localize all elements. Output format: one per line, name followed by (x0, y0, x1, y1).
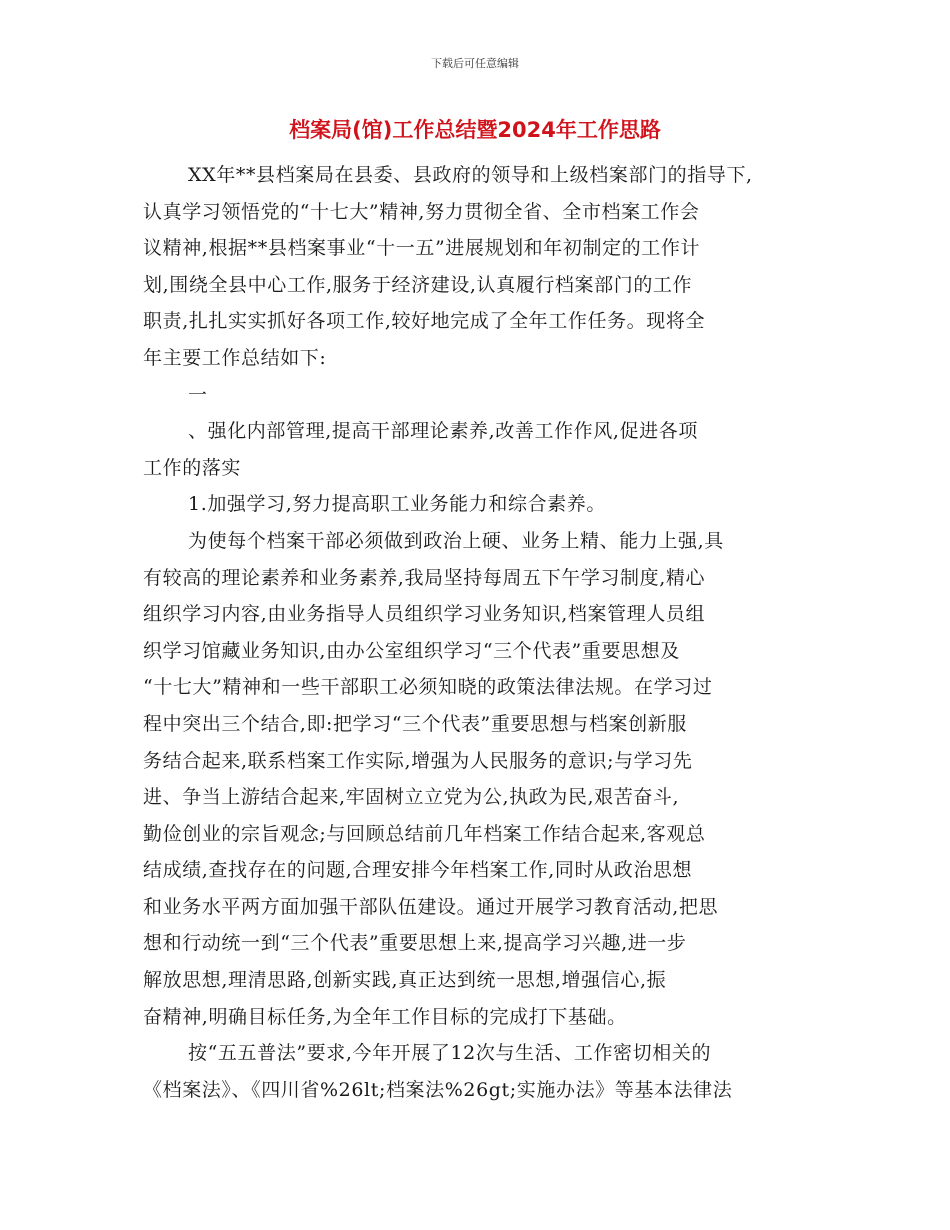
body-line: 想和行动统一到“三个代表”重要思想上来,提高学习兴趣,进一步 (143, 932, 687, 955)
body-line: 《档案法》、《四川省%26lt;档案法%26gt;实施办法》等基本法律法 (143, 1078, 733, 1101)
body-line: 和业务水平两方面加强干部队伍建设。通过开展学习教育活动,把思 (143, 895, 719, 918)
body-line: 为使每个档案干部必须做到政治上硬、业务上精、能力上强,具 (188, 529, 724, 552)
document-body (143, 157, 808, 1108)
body-line: 议精神,根据**县档案事业“十一五”进展规划和年初制定的工作计 (143, 237, 701, 260)
body-line: 职责,扎扎实实抓好各项工作,较好地完成了全年工作任务。现将全 (143, 310, 706, 333)
body-line: 有较高的理论素养和业务素养,我局坚持每周五下午学习制度,精心 (143, 566, 706, 589)
body-line: 结成绩,查找存在的问题,合理安排今年档案工作,同时从政治思想 (143, 859, 693, 882)
body-line: 解放思想,理清思路,创新实践,真正达到统一思想,增强信心,振 (143, 969, 667, 992)
body-line: 织学习馆藏业务知识,由办公室组织学习“三个代表”重要思想及 (143, 639, 680, 662)
body-line: 勤俭创业的宗旨观念;与回顾总结前几年档案工作结合起来,客观总 (143, 822, 706, 845)
body-line: 1.加强学习,努力提高职工业务能力和综合素养。 (188, 493, 606, 516)
body-line: “十七大”精神和一些干部职工必须知晓的政策法律法规。在学习过 (143, 676, 713, 699)
body-line: 按“五五普法”要求,今年开展了12次与生活、工作密切相关的 (188, 1042, 712, 1065)
body-line: 划,围绕全县中心工作,服务于经济建设,认真履行档案部门的工作 (143, 273, 693, 296)
body-line: 认真学习领悟党的“十七大”精神,努力贯彻全省、全市档案工作会 (143, 200, 700, 223)
body-line: 务结合起来,联系档案工作实际,增强为人民服务的意识;与学习先 (143, 749, 693, 772)
body-line: 、强化内部管理,提高干部理论素养,改善工作作风,促进各项 (188, 420, 698, 443)
document-title: 档案局(馆)工作总结暨2024年工作思路 (289, 118, 661, 142)
body-line: 工作的落实 (143, 456, 242, 479)
body-line: XX年**县档案局在县委、县政府的领导和上级档案部门的指导下, (188, 164, 753, 186)
body-line: 奋精神,明确目标任务,为全年工作目标的完成打下基础。 (143, 1005, 627, 1028)
body-line: 进、争当上游结合起来,牢固树立立党为公,执政为民,艰苦奋斗, (143, 786, 680, 809)
body-line: 一 (188, 383, 208, 406)
body-line: 年主要工作总结如下: (143, 346, 327, 369)
page-header-note: 下载后可任意编辑 (431, 57, 519, 70)
body-line: 程中突出三个结合,即:把学习“三个代表”重要思想与档案创新服 (143, 712, 687, 735)
body-line: 组织学习内容,由业务指导人员组织学习业务知识,档案管理人员组 (143, 603, 706, 626)
